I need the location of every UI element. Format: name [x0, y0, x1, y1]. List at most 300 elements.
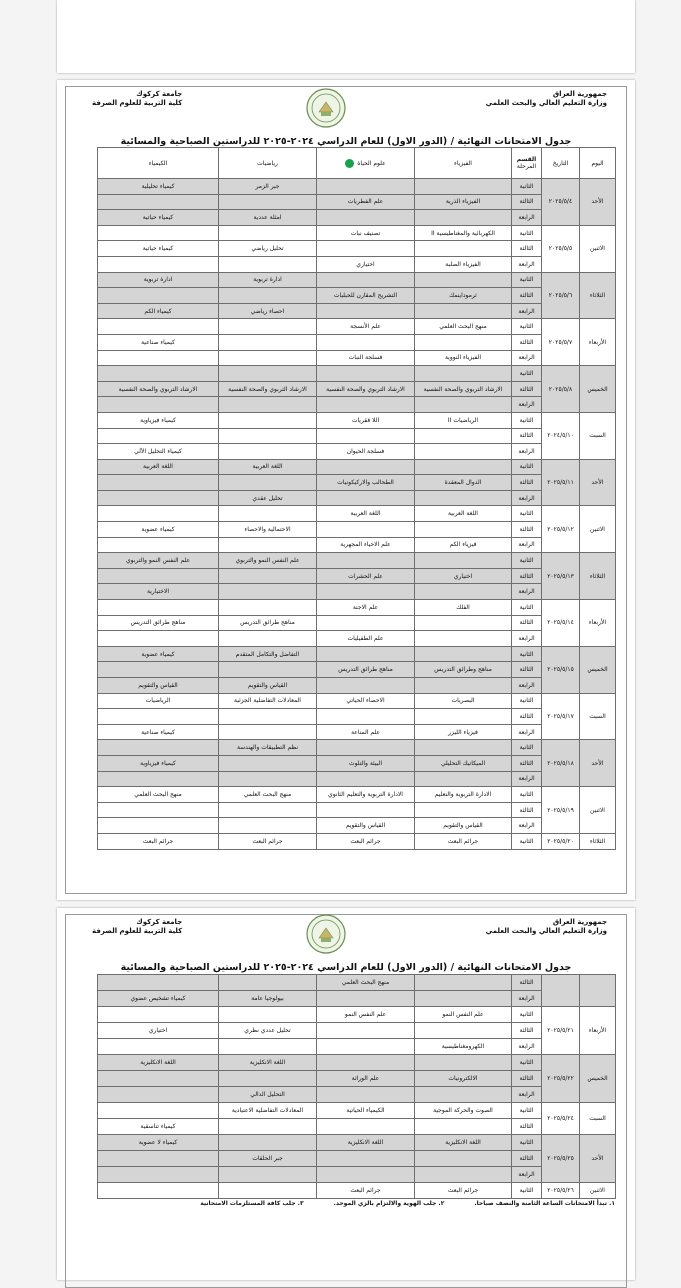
math-cell: تحليل رياضي — [219, 241, 317, 257]
math-cell: منهج البحث العلمي — [219, 787, 317, 803]
day-cell: الاثنين — [580, 225, 616, 272]
exam-schedule-table-1 — [97, 147, 616, 850]
physics-cell — [415, 975, 512, 991]
math-cell — [219, 755, 317, 771]
day-cell: السبت — [580, 693, 616, 740]
table-row — [98, 631, 616, 647]
chemistry-cell — [98, 1087, 219, 1103]
math-cell: اللغة العربية — [219, 459, 317, 475]
physics-cell — [415, 678, 512, 694]
biology-cell: تصنيف نبات — [317, 225, 415, 241]
math-cell — [219, 709, 317, 725]
math-cell: اللغة الانكليزية — [219, 1055, 317, 1071]
page-1-title — [87, 136, 605, 147]
header-biology-label: علوم الحياة — [357, 159, 386, 167]
date-cell: ٢٠٢٥/٥/١٧ — [542, 693, 580, 740]
stage-cell: الرابعة — [512, 256, 542, 272]
math-cell — [219, 568, 317, 584]
stage-cell: الرابعة — [512, 397, 542, 413]
stage-cell: الثالثة — [512, 1119, 542, 1135]
date-cell: ٢٠٢٥/٥/١٩ — [542, 787, 580, 834]
stage-cell: الثانية — [512, 740, 542, 756]
biology-cell: علم الطفيليات — [317, 631, 415, 647]
chemistry-cell: كيمياء صناعية — [98, 724, 219, 740]
table-row — [98, 412, 616, 428]
physics-cell: الفيزياء الصلبة — [415, 256, 512, 272]
day-cell: الخميس — [580, 366, 616, 413]
physics-cell — [415, 334, 512, 350]
biology-cell: اللغة العربية — [317, 506, 415, 522]
table-row — [98, 1007, 616, 1023]
date-cell: ٢٠٢٥/٥/٢٢ — [542, 1055, 580, 1103]
physics-cell: ثرموداينمك — [415, 288, 512, 304]
physics-cell — [415, 366, 512, 382]
math-cell — [219, 194, 317, 210]
chemistry-cell — [98, 818, 219, 834]
previous-page-sheet — [57, 0, 635, 73]
physics-cell — [415, 522, 512, 538]
chemistry-cell: كيمياء عضوية — [98, 646, 219, 662]
chemistry-cell — [98, 288, 219, 304]
physics-cell: البصريات — [415, 693, 512, 709]
physics-cell: فيزياء الكم — [415, 537, 512, 553]
physics-cell — [415, 210, 512, 226]
math-cell — [219, 225, 317, 241]
physics-cell — [415, 428, 512, 444]
table-header-row — [98, 148, 616, 179]
table-row — [98, 303, 616, 319]
chemistry-cell: كيمياء عضوية — [98, 522, 219, 538]
biology-cell — [317, 366, 415, 382]
table-row — [98, 787, 616, 803]
table-row — [98, 475, 616, 491]
physics-cell: مناهج وطرائق التدريس — [415, 662, 512, 678]
biology-cell — [317, 179, 415, 195]
table-row — [98, 975, 616, 991]
table-row — [98, 709, 616, 725]
day-cell: الأحد — [580, 459, 616, 506]
math-cell — [219, 1135, 317, 1151]
chemistry-cell — [98, 194, 219, 210]
ministry-name-2: وزارة التعليم العالي والبحث العلمي — [485, 927, 607, 935]
chemistry-cell — [98, 490, 219, 506]
biology-cell: علم الوراثة — [317, 1071, 415, 1087]
header-day: اليوم — [580, 148, 616, 179]
table-row — [98, 1183, 616, 1199]
physics-cell — [415, 179, 512, 195]
stage-cell: الرابعة — [512, 1039, 542, 1055]
stage-cell: الثانية — [512, 506, 542, 522]
chemistry-cell: الرياضيات — [98, 693, 219, 709]
math-cell: تحليل عقدي — [219, 490, 317, 506]
stage-cell: الثالثة — [512, 755, 542, 771]
table-row — [98, 397, 616, 413]
stage-cell: الرابعة — [512, 724, 542, 740]
table-row — [98, 522, 616, 538]
biology-cell: الطحالب والاركيكونيات — [317, 475, 415, 491]
stage-cell: الثالثة — [512, 662, 542, 678]
math-cell — [219, 412, 317, 428]
date-cell: ٢٠٢٥/٥/٢١ — [542, 1007, 580, 1055]
physics-cell — [415, 709, 512, 725]
day-cell: الثلاثاء — [580, 833, 616, 849]
stage-cell: الثالثة — [512, 802, 542, 818]
physics-cell: اللغة الانكليزية — [415, 1135, 512, 1151]
stage-cell: الرابعة — [512, 818, 542, 834]
chemistry-cell — [98, 975, 219, 991]
header-chemistry: الكيمياء — [98, 148, 219, 179]
math-cell — [219, 1071, 317, 1087]
stage-cell: الثانية — [512, 693, 542, 709]
stage-cell: الثانية — [512, 600, 542, 616]
table-row — [98, 459, 616, 475]
math-cell: علم النفس النمو والتربوي — [219, 553, 317, 569]
physics-cell: الرياضيات II — [415, 412, 512, 428]
stage-cell: الثانية — [512, 553, 542, 569]
table-row — [98, 1023, 616, 1039]
biology-cell: فسلجة النبات — [317, 350, 415, 366]
stage-cell: الثالثة — [512, 334, 542, 350]
exam-page-2 — [57, 908, 635, 1280]
table-row — [98, 490, 616, 506]
table-row — [98, 194, 616, 210]
table-row — [98, 444, 616, 460]
day-cell: الاثنين — [580, 506, 616, 553]
math-cell: ادارة تربوية — [219, 272, 317, 288]
exam-page-1 — [57, 80, 635, 900]
date-cell — [542, 975, 580, 1007]
math-cell — [219, 334, 317, 350]
biology-cell: علم الفطريات — [317, 194, 415, 210]
day-cell: الأحد — [580, 740, 616, 787]
chemistry-cell — [98, 428, 219, 444]
biology-cell: الادارة التربوية والتعليم الثانوي — [317, 787, 415, 803]
stage-cell: الثالثة — [512, 194, 542, 210]
page-2-header-right — [486, 918, 607, 936]
table-row — [98, 366, 616, 382]
country-name-2: جمهورية العراق — [552, 918, 607, 926]
table-row — [98, 428, 616, 444]
biology-cell: علم الحشرات — [317, 568, 415, 584]
math-cell — [219, 256, 317, 272]
math-cell: تحليل عددي نظري — [219, 1023, 317, 1039]
biology-cell: منهج البحث العلمي — [317, 975, 415, 991]
chemistry-cell — [98, 1151, 219, 1167]
math-cell — [219, 1167, 317, 1183]
math-cell — [219, 631, 317, 647]
biology-cell — [317, 397, 415, 413]
biology-cell: الكيمياء الحياتية — [317, 1103, 415, 1119]
physics-cell: الفيزياء النووية — [415, 350, 512, 366]
day-cell — [580, 975, 616, 1007]
math-cell — [219, 319, 317, 335]
table-row — [98, 350, 616, 366]
physics-cell: علم النفس النمو — [415, 1007, 512, 1023]
math-cell — [219, 350, 317, 366]
math-cell: الاحتمالية والاحصاء — [219, 522, 317, 538]
math-cell: المعادلات التفاضلية الاعتيادية — [219, 1103, 317, 1119]
chemistry-cell — [98, 537, 219, 553]
math-cell — [219, 1183, 317, 1199]
biology-cell — [317, 771, 415, 787]
table-row — [98, 1167, 616, 1183]
biology-cell: علم الأنسجة — [317, 319, 415, 335]
stage-cell: الثالثة — [512, 1023, 542, 1039]
stage-cell: الرابعة — [512, 350, 542, 366]
biology-cell — [317, 334, 415, 350]
physics-cell: الكهربائية والمغناطيسية II — [415, 225, 512, 241]
chemistry-cell: علم النفس النمو والتربوي — [98, 553, 219, 569]
stage-cell: الثالثة — [512, 615, 542, 631]
stage-cell: الثالثة — [512, 428, 542, 444]
table-row — [98, 241, 616, 257]
math-cell — [219, 537, 317, 553]
physics-cell: الارشاد التربوي والصحة النفسية — [415, 381, 512, 397]
chemistry-cell — [98, 600, 219, 616]
stage-cell: الثالثة — [512, 241, 542, 257]
biology-cell — [317, 490, 415, 506]
chemistry-cell: كيمياء حياتية — [98, 241, 219, 257]
math-cell — [219, 771, 317, 787]
stage-cell: الرابعة — [512, 771, 542, 787]
table-row — [98, 1119, 616, 1135]
biology-cell: التشريح المقارن للحبليات — [317, 288, 415, 304]
physics-cell — [415, 584, 512, 600]
date-cell: ٢٠٢٥/٥/٤ — [542, 179, 580, 226]
chemistry-cell: مناهج طرائق التدريس — [98, 615, 219, 631]
table-row — [98, 256, 616, 272]
biology-cell — [317, 1087, 415, 1103]
day-cell: الثلاثاء — [580, 553, 616, 600]
date-cell: ٢٠٢٥/٥/٢٦ — [542, 1183, 580, 1199]
header-biology — [317, 148, 415, 179]
physics-cell: اللغة العربية — [415, 506, 512, 522]
physics-cell: الميكانيك التحليلي — [415, 755, 512, 771]
biology-cell: علم النفس النمو — [317, 1007, 415, 1023]
table-row — [98, 771, 616, 787]
biology-cell: علم المناعة — [317, 724, 415, 740]
header-date: التاريخ — [542, 148, 580, 179]
chemistry-cell — [98, 506, 219, 522]
physics-cell — [415, 615, 512, 631]
stage-cell: الثانية — [512, 319, 542, 335]
table-row — [98, 1103, 616, 1119]
table-row — [98, 584, 616, 600]
chemistry-cell: كيمياء تناسقية — [98, 1119, 219, 1135]
exam-schedule-table-2 — [97, 974, 616, 1199]
physics-cell: الادارة التربوية والتعليم — [415, 787, 512, 803]
stage-cell: الثانية — [512, 179, 542, 195]
biology-cell — [317, 210, 415, 226]
chemistry-cell — [98, 709, 219, 725]
biology-cell: علم الاجنة — [317, 600, 415, 616]
chemistry-cell — [98, 631, 219, 647]
biology-cell — [317, 428, 415, 444]
physics-cell — [415, 1151, 512, 1167]
physics-cell — [415, 303, 512, 319]
math-cell — [219, 818, 317, 834]
table-row — [98, 288, 616, 304]
stage-cell: الثانية — [512, 366, 542, 382]
chemistry-cell: كيمياء صناعية — [98, 334, 219, 350]
ministry-name: وزارة التعليم العالي والبحث العلمي — [485, 99, 607, 107]
chemistry-cell — [98, 1103, 219, 1119]
table-row — [98, 225, 616, 241]
math-cell: المعادلات التفاضلية الجزئية — [219, 693, 317, 709]
stage-cell: الثانية — [512, 1183, 542, 1199]
physics-cell — [415, 771, 512, 787]
physics-cell — [415, 459, 512, 475]
biology-cell — [317, 303, 415, 319]
math-cell: جبر الحلقات — [219, 1151, 317, 1167]
biology-cell — [317, 1023, 415, 1039]
chemistry-cell: اللغة العربية — [98, 459, 219, 475]
physics-cell: القياس والتقويم — [415, 818, 512, 834]
day-cell: الخميس — [580, 1055, 616, 1103]
table-row — [98, 537, 616, 553]
date-cell: ٢٠٢٥/٥/١٥ — [542, 646, 580, 693]
math-cell — [219, 444, 317, 460]
stage-cell: الرابعة — [512, 631, 542, 647]
table-row — [98, 991, 616, 1007]
chemistry-cell — [98, 350, 219, 366]
table-row — [98, 1151, 616, 1167]
page-1-header-left — [92, 90, 182, 108]
biology-cell: فسلجة الحيوان — [317, 444, 415, 460]
biology-cell — [317, 1151, 415, 1167]
title-text-2: جدول الامتحانات النهائية / (الدور الاول) للعام الدراسي ٢٠٢٤-٢٠٢٥ للدراستين الصباحية والمسائية — [120, 962, 572, 973]
chemistry-cell — [98, 256, 219, 272]
physics-cell — [415, 991, 512, 1007]
date-cell: ٢٠٢٥/٥/٨ — [542, 366, 580, 413]
chemistry-cell — [98, 1007, 219, 1023]
date-cell: ٢٠٢٥/٥/١٨ — [542, 740, 580, 787]
physics-cell: الفلك — [415, 600, 512, 616]
chemistry-cell: كيمياء تشخيص عضوي — [98, 991, 219, 1007]
date-cell: ٢٠٢٥/٥/٦ — [542, 272, 580, 319]
physics-cell — [415, 553, 512, 569]
biology-cell: اللغة الانكليزية — [317, 1135, 415, 1151]
country-name: جمهورية العراق — [552, 90, 607, 98]
table-row — [98, 1071, 616, 1087]
day-cell: الاثنين — [580, 787, 616, 834]
stage-cell: الثالثة — [512, 288, 542, 304]
math-cell: احصاء رياضي — [219, 303, 317, 319]
biology-cell — [317, 1039, 415, 1055]
stage-cell: الثالثة — [512, 381, 542, 397]
physics-cell — [415, 444, 512, 460]
math-cell — [219, 802, 317, 818]
college-name-2: كلية التربية للعلوم الصرفة — [92, 927, 183, 935]
math-cell: جرائم البعث — [219, 833, 317, 849]
physics-cell — [415, 397, 512, 413]
day-cell: السبت — [580, 1103, 616, 1135]
chemistry-cell: القياس والتقويم — [98, 678, 219, 694]
chemistry-cell — [98, 802, 219, 818]
physics-cell: الفيزياء الذرية — [415, 194, 512, 210]
biology-cell — [317, 646, 415, 662]
stage-cell: الثالثة — [512, 709, 542, 725]
table-row — [98, 506, 616, 522]
date-cell: ٢٠٢٥/٥/١١ — [542, 459, 580, 506]
table-row — [98, 615, 616, 631]
stage-cell: الثانية — [512, 1007, 542, 1023]
college-name: كلية التربية للعلوم الصرفة — [92, 99, 183, 107]
date-cell: ٢٠٢٥/٥/١٣ — [542, 553, 580, 600]
university-logo-icon — [306, 88, 346, 128]
date-cell: ٢٠٢٥/٥/٢٥ — [542, 1135, 580, 1183]
math-cell: التفاضل والتكامل المتقدم — [219, 646, 317, 662]
biology-cell — [317, 740, 415, 756]
physics-cell — [415, 1119, 512, 1135]
stage-cell: الرابعة — [512, 444, 542, 460]
math-cell: الارشاد التربوي والصحة النفسية — [219, 381, 317, 397]
table-row — [98, 1135, 616, 1151]
math-cell — [219, 428, 317, 444]
chemistry-cell: كيمياء التحليل الآلي — [98, 444, 219, 460]
math-cell — [219, 600, 317, 616]
math-cell: بيولوجيا عامة — [219, 991, 317, 1007]
biology-cell — [317, 241, 415, 257]
table-row — [98, 334, 616, 350]
table-row — [98, 755, 616, 771]
biology-cell: الاحصاء الحياتي — [317, 693, 415, 709]
day-cell: الأربعاء — [580, 319, 616, 366]
stage-cell: الثانية — [512, 1103, 542, 1119]
math-cell — [219, 506, 317, 522]
math-cell: نظم التطبيقات والهندسة — [219, 740, 317, 756]
note-1: ١. تبدأ الامتحانات الساعة الثامنة والنصف صباحا. — [474, 1200, 615, 1207]
biology-cell: مناهج طرائق التدريس — [317, 662, 415, 678]
stage-cell: الرابعة — [512, 210, 542, 226]
chemistry-cell — [98, 1167, 219, 1183]
biology-cell — [317, 1167, 415, 1183]
table-row — [98, 210, 616, 226]
stage-cell: الثانية — [512, 459, 542, 475]
physics-cell — [415, 1023, 512, 1039]
biology-cell — [317, 991, 415, 1007]
physics-cell — [415, 1087, 512, 1103]
note-3: ٣. جلب كافة المستلزمات الامتحانية — [200, 1200, 304, 1207]
physics-cell — [415, 1055, 512, 1071]
biology-cell — [317, 1119, 415, 1135]
day-cell: الأحد — [580, 1135, 616, 1183]
stage-cell: الرابعة — [512, 1087, 542, 1103]
math-cell: القياس والتقويم — [219, 678, 317, 694]
stage-cell: الرابعة — [512, 678, 542, 694]
math-cell — [219, 288, 317, 304]
header-stage — [512, 148, 542, 179]
biology-cell — [317, 1055, 415, 1071]
day-cell: الأربعاء — [580, 600, 616, 647]
chemistry-cell — [98, 397, 219, 413]
day-cell: السبت — [580, 412, 616, 459]
math-cell — [219, 662, 317, 678]
university-name: جامعة كركوك — [136, 90, 183, 98]
chemistry-cell: كيمياء فيزياوية — [98, 412, 219, 428]
chemistry-cell — [98, 475, 219, 491]
page-2-header-left — [92, 918, 182, 936]
chemistry-cell: اختياري — [98, 1023, 219, 1039]
physics-cell: الصوت والحركة الموجية — [415, 1103, 512, 1119]
stage-cell: الثالثة — [512, 568, 542, 584]
chemistry-cell: الاختيارية — [98, 584, 219, 600]
stage-cell: الثانية — [512, 1055, 542, 1071]
header-dept: القسم — [516, 156, 537, 163]
title-text: جدول الامتحانات النهائية / (الدور الاول) للعام الدراسي ٢٠٢٤-٢٠٢٥ للدراستين الصباحية والمسائية — [120, 136, 572, 147]
stage-cell: الرابعة — [512, 303, 542, 319]
chemistry-cell: الارشاد التربوي والصحة النفسية — [98, 381, 219, 397]
